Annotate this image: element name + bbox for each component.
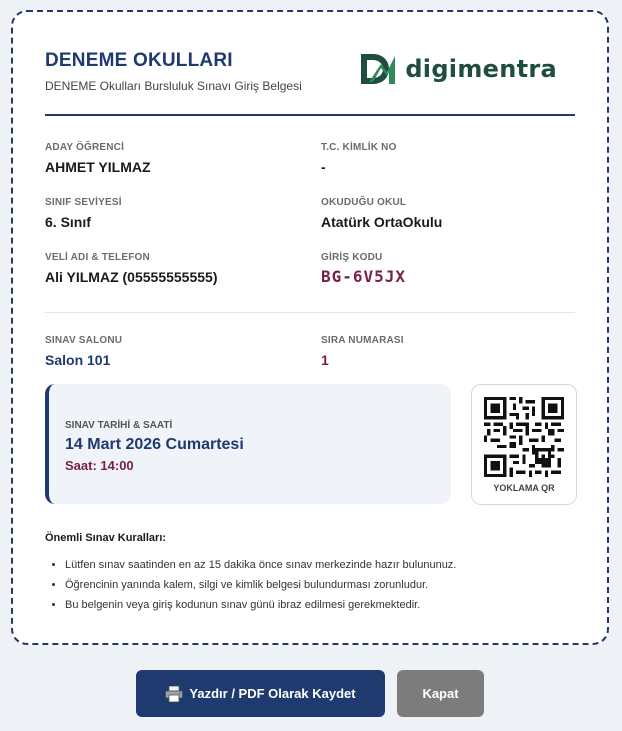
seat-field bbox=[321, 335, 404, 368]
entry-code-value: BG-6V5JX bbox=[321, 267, 407, 286]
exam-date: 14 Mart 2026 Cumartesi bbox=[65, 436, 244, 453]
parent-field bbox=[45, 252, 218, 285]
student-value: AHMET YILMAZ bbox=[45, 159, 151, 175]
print-pdf-button[interactable] bbox=[136, 670, 385, 717]
rules-list bbox=[65, 558, 585, 618]
grade-value: 6. Sınıf bbox=[45, 214, 91, 230]
org-title: DENEME OKULLARI bbox=[45, 50, 233, 71]
tc-field bbox=[321, 142, 397, 175]
qr-caption: YOKLAMA QR bbox=[493, 483, 555, 493]
tc-value: - bbox=[321, 159, 326, 175]
student-label: ADAY ÖĞRENCİ bbox=[45, 142, 125, 153]
header-divider bbox=[45, 114, 575, 116]
school-label: OKUDUĞU OKUL bbox=[321, 197, 407, 208]
rules-title: Önemli Sınav Kuralları: bbox=[45, 532, 167, 544]
admission-card bbox=[11, 10, 609, 645]
close-button[interactable] bbox=[397, 670, 484, 717]
rule-item: • Bu belgenin veya giriş kodunun sınav günü ibraz edilmesi gerekmektedir. bbox=[65, 598, 585, 618]
room-field bbox=[45, 335, 122, 368]
brand-logo bbox=[359, 52, 557, 86]
brand-name: digimentra bbox=[405, 55, 557, 83]
school-value: Atatürk OrtaOkulu bbox=[321, 214, 443, 230]
entry-code-field bbox=[321, 252, 406, 286]
print-button-label: Yazdır / PDF Olarak Kaydet bbox=[189, 686, 356, 701]
exam-datetime-label: SINAV TARİHİ & SAATİ bbox=[65, 420, 173, 431]
grade-label: SINIF SEVİYESİ bbox=[45, 197, 122, 208]
seat-value: 1 bbox=[321, 352, 329, 368]
parent-value: Ali YILMAZ (05555555555) bbox=[45, 269, 218, 285]
entry-code-label: GİRİŞ KODU bbox=[321, 252, 383, 263]
tc-label: T.C. KİMLİK NO bbox=[321, 142, 397, 153]
document-subtitle: DENEME Okulları Bursluluk Sınavı Giriş Belgesi bbox=[45, 79, 302, 93]
seat-label: SIRA NUMARASI bbox=[321, 335, 404, 346]
rule-item: • Lütfen sınav saatinden en az 15 dakika önce sınav merkezinde hazır bulununuz. bbox=[65, 558, 585, 578]
rule-item: • Öğrencinin yanında kalem, silgi ve kimlik belgesi bulundurması zorunludur. bbox=[65, 578, 585, 598]
card-header bbox=[45, 50, 575, 93]
school-field bbox=[321, 197, 442, 230]
room-label: SINAV SALONU bbox=[45, 335, 123, 346]
attendance-qr-box bbox=[471, 384, 577, 505]
qr-code-icon bbox=[484, 397, 564, 477]
printer-icon bbox=[165, 686, 183, 702]
parent-label: VELİ ADI & TELEFON bbox=[45, 252, 150, 263]
digimentra-logo-icon bbox=[359, 52, 397, 86]
exam-time: Saat: 14:00 bbox=[65, 458, 134, 473]
close-button-label: Kapat bbox=[422, 686, 459, 701]
grade-field bbox=[45, 197, 122, 230]
section-divider bbox=[45, 312, 575, 313]
student-field bbox=[45, 142, 151, 175]
room-value: Salon 101 bbox=[45, 352, 111, 368]
exam-datetime-box bbox=[45, 384, 451, 504]
